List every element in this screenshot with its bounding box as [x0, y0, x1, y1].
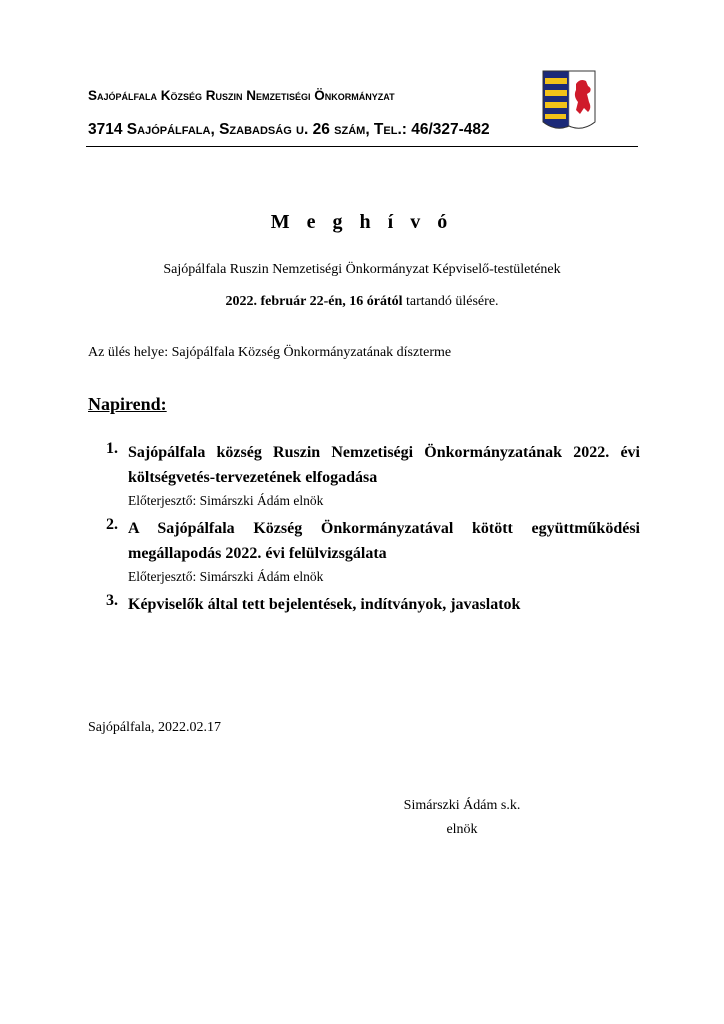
agenda-item-title: Képviselők által tett bejelentések, indítványok, javaslatok [128, 596, 521, 613]
intro-line-2-rest: tartandó ülésére. [402, 294, 499, 309]
coat-of-arms-icon [540, 68, 598, 138]
org-address: 3714 Sajópálfala, Szabadság u. 26 szám, Tel.: 46/327-482 [88, 121, 490, 138]
agenda-item-title: Sajópálfala község Ruszin Nemzetiségi Önkormányzatának 2022. évi költségvetés-tervezetének elfogadása [128, 444, 640, 486]
meeting-venue: Az ülés helye: Sajópálfala Község Önkormányzatának díszterme [88, 345, 452, 360]
org-name: Sajópálfala Község Ruszin Nemzetiségi Önkormányzat [88, 88, 395, 103]
agenda-list [88, 440, 640, 621]
agenda-item-presenter: Előterjesztő: Simárszki Ádám elnök [128, 493, 324, 508]
signatory-name: Simárszki Ádám s.k. [403, 798, 521, 813]
signatory-role: elnök [446, 822, 478, 837]
agenda-item-number: 2. [106, 516, 118, 533]
place-and-date: Sajópálfala, 2022.02.17 [88, 720, 221, 735]
agenda-item-number: 3. [106, 592, 118, 609]
signature-block [392, 794, 532, 842]
agenda-item-title: A Sajópálfala Község Önkormányzatával kötött együttműködési megállapodás 2022. évi felülvizsgálata [128, 520, 640, 562]
agenda-item [88, 592, 640, 617]
agenda-item-number: 1. [106, 440, 118, 457]
agenda-item [88, 516, 640, 588]
document-title: M e g h í v ó [270, 211, 454, 233]
intro-line-1: Sajópálfala Ruszin Nemzetiségi Önkormányzat Képviselő-testületének [163, 262, 561, 277]
intro-line-2 [0, 294, 724, 310]
header-divider [86, 146, 638, 147]
agenda-item-presenter: Előterjesztő: Simárszki Ádám elnök [128, 569, 324, 584]
meeting-datetime: 2022. február 22-én, 16 órától [225, 294, 403, 309]
agenda-heading: Napirend: [88, 394, 167, 414]
agenda-item [88, 440, 640, 512]
